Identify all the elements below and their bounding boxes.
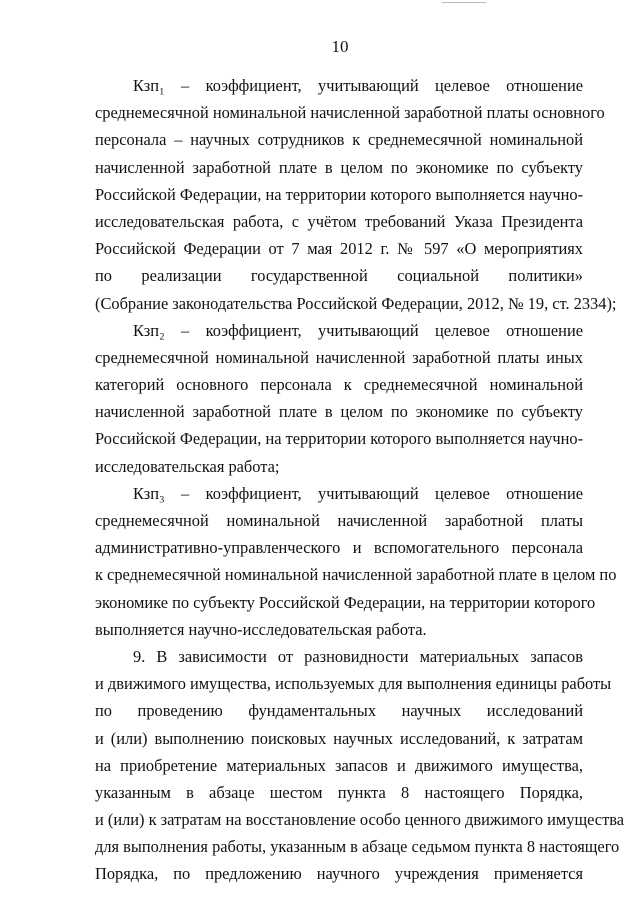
text-line: экономике по субъекту Российской Федерации, на территории которого	[95, 592, 596, 612]
text-line: на приобретение материальных запасов и движимого имущества,	[95, 755, 583, 775]
text-line: указанным в абзаце шестом пункта 8 настоящего Порядка,	[95, 782, 583, 802]
text-line: Кзп₃ – коэффициент, учитывающий целевое отношение	[133, 483, 583, 503]
text-line: по проведению фундаментальных научных исследований	[95, 701, 583, 721]
text-line: персонала – научных сотрудников к среднемесячной номинальной	[95, 130, 583, 150]
text-line: исследовательская работа, с учётом требований Указа Президента	[95, 211, 583, 231]
text-line: среднемесячной номинальной начисленной заработной платы	[95, 511, 583, 530]
text-line: Кзп₁ – коэффициент, учитывающий целевое отношение	[133, 76, 583, 95]
text-line: Порядка, по предложению научного учреждения применяется	[95, 864, 583, 884]
paragraph-kzp2	[95, 317, 583, 480]
document-body	[95, 72, 625, 888]
text-line: начисленной заработной плате в целом по экономике по субъекту	[95, 402, 583, 422]
text-line: по реализации государственной социальной политики»	[95, 266, 583, 286]
text-line: к среднемесячной номинальной начисленной заработной плате в целом по	[95, 565, 617, 585]
text-line: начисленной заработной плате в целом по экономике по субъекту	[95, 157, 583, 177]
text-line: выполняется научно-исследовательская работа.	[95, 619, 427, 639]
text-line: и движимого имущества, используемых для выполнения единицы работы	[95, 674, 612, 694]
page-number: 10	[331, 37, 349, 56]
paragraph-kzp3	[95, 480, 617, 643]
paragraph-kzp1	[95, 72, 617, 317]
text-line: и (или) к затратам на восстановление особо ценного движимого имущества	[95, 810, 625, 830]
text-line: и (или) выполнению поисковых научных исследований, к затратам	[95, 728, 583, 748]
text-line: для выполнения работы, указанным в абзаце седьмом пункта 8 настоящего	[95, 837, 620, 857]
text-line: Российской Федерации, на территории которого выполняется научно-	[95, 429, 584, 449]
text-line: категорий основного персонала к среднемесячной номинальной	[95, 375, 583, 395]
text-line: (Собрание законодательства Российской Федерации, 2012, № 19, ст. 2334);	[95, 293, 617, 313]
text-line: исследовательская работа;	[95, 456, 280, 476]
paragraph-item-9	[95, 643, 625, 888]
text-line: Кзп₂ – коэффициент, учитывающий целевое отношение	[133, 320, 583, 340]
text-line: среднемесячной номинальной начисленной заработной платы иных	[95, 347, 583, 367]
text-line: 9. В зависимости от разновидности материальных запасов	[133, 646, 583, 666]
scan-mark	[442, 2, 486, 3]
text-line: Российской Федерации, на территории которого выполняется научно-	[95, 184, 584, 204]
text-line: Российской Федерации от 7 мая 2012 г. № 597 «О мероприятиях	[95, 239, 583, 259]
text-line: административно-управленческого и вспомогательного персонала	[95, 538, 583, 558]
text-line: среднемесячной номинальной начисленной заработной платы основного	[95, 103, 605, 123]
